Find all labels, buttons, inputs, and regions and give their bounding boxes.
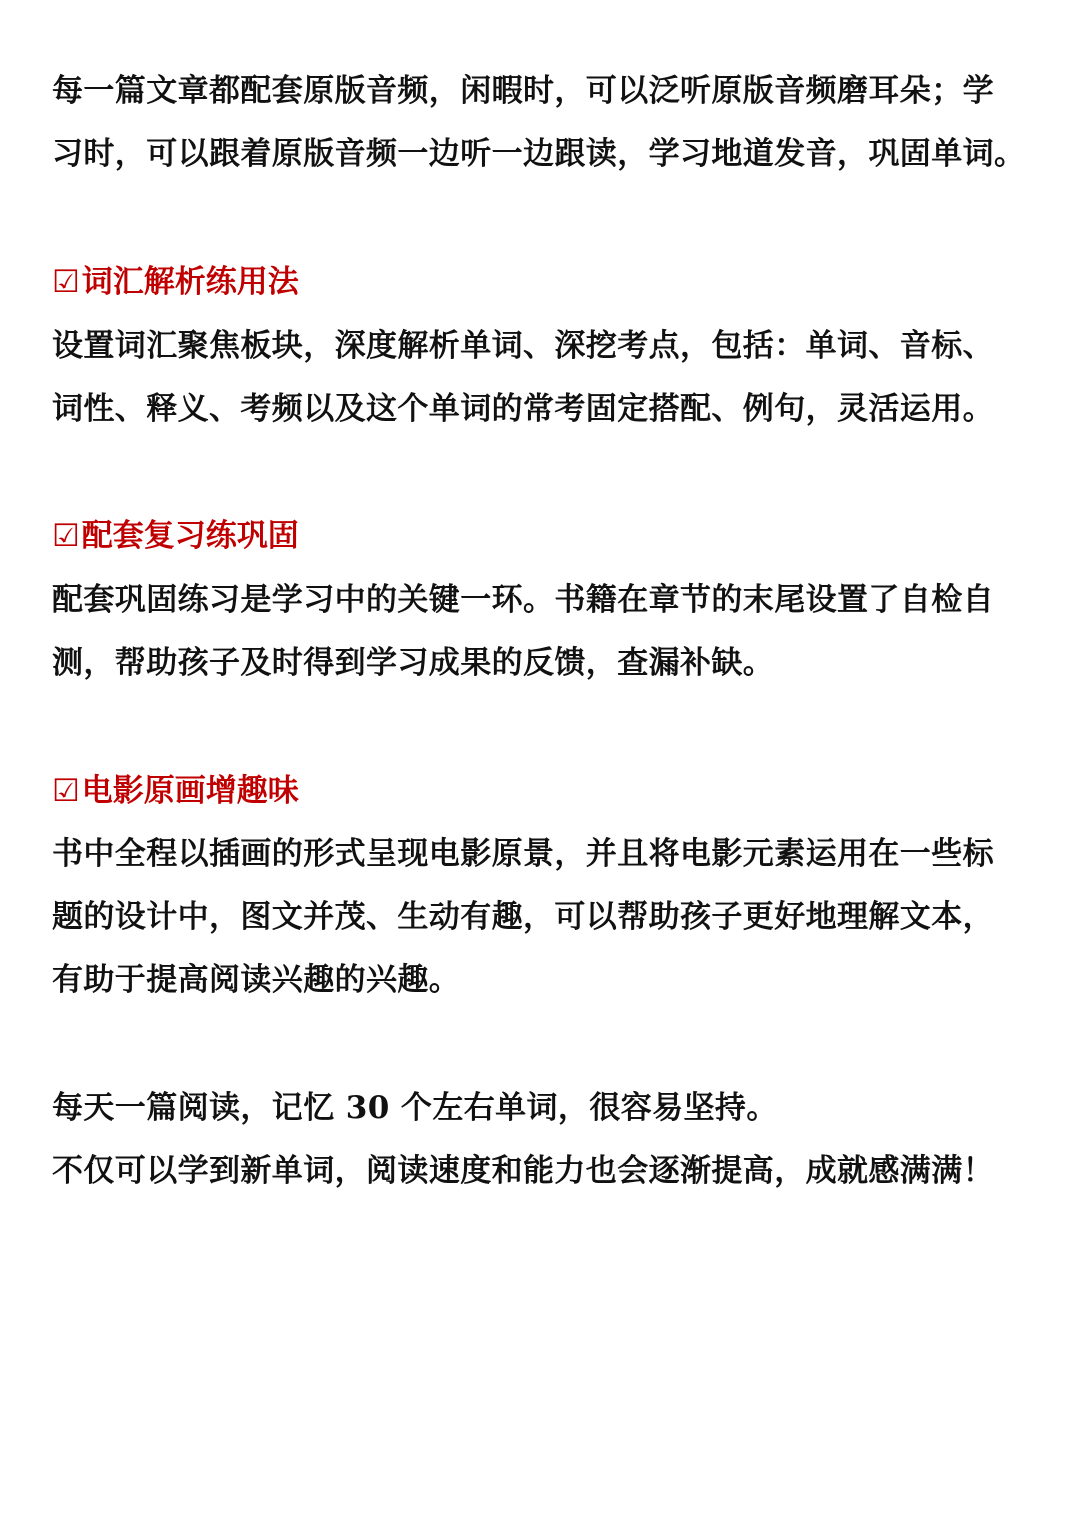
section-line: 词性、释义、考频以及这个单词的常考固定搭配、例句，灵活运用。	[52, 391, 994, 427]
section-line: 有助于提高阅读兴趣的兴趣。	[52, 962, 461, 998]
section-title: 配套复习练巩固	[81, 518, 299, 554]
section-line: 设置词汇聚焦板块，深度解析单词、深挖考点，包括：单词、音标、	[52, 328, 994, 364]
section-heading-vocabulary	[52, 262, 299, 302]
section-body-vocabulary	[52, 315, 1037, 441]
closing-line-2: 不仅可以学到新单词，阅读速度和能力也会逐渐提高，成就感满满！	[52, 1153, 994, 1189]
section-line: 配套巩固练习是学习中的关键一环。书籍在章节的末尾设置了自检自	[52, 582, 994, 618]
closing-line-1: 每天一篇阅读，记忆 30 个左右单词，很容易坚持。	[52, 1090, 778, 1126]
section-body-review	[52, 569, 1037, 695]
intro-line-2: 习时，可以跟着原版音频一边听一边跟读，学习地道发音，巩固单词。	[52, 136, 1026, 172]
intro-line-1: 每一篇文章都配套原版音频，闲暇时，可以泛听原版音频磨耳朵；学	[52, 73, 994, 109]
section-line: 题的设计中，图文并茂、生动有趣，可以帮助孩子更好地理解文本，	[52, 899, 994, 935]
section-line: 测，帮助孩子及时得到学习成果的反馈，查漏补缺。	[52, 645, 775, 681]
section-body-film-art	[52, 823, 1037, 1012]
section-heading-review	[52, 516, 299, 556]
section-line: 书中全程以插画的形式呈现电影原景，并且将电影元素运用在一些标	[52, 836, 994, 872]
intro-paragraph	[52, 60, 1037, 186]
closing-paragraph	[52, 1077, 1037, 1203]
section-title: 电影原画增趣味	[81, 773, 299, 809]
checkbox-icon: ☑	[52, 773, 80, 809]
section-title: 词汇解析练用法	[81, 264, 299, 300]
checkbox-icon: ☑	[52, 518, 80, 554]
section-heading-film-art	[52, 771, 299, 811]
checkbox-icon: ☑	[52, 264, 80, 300]
